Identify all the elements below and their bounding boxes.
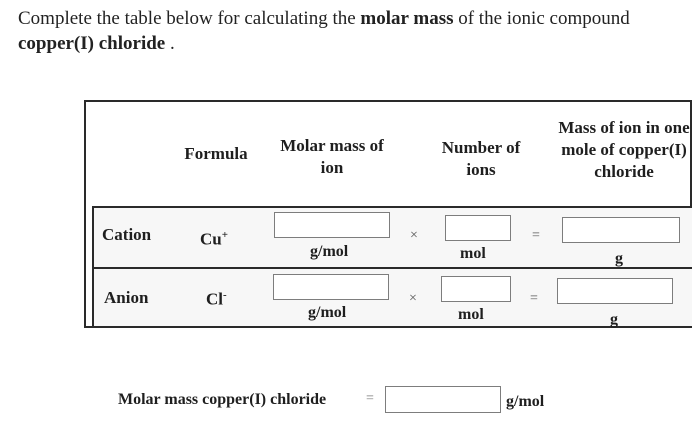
header-formula: Formula xyxy=(184,144,248,163)
cation-mass-input[interactable] xyxy=(562,217,680,243)
prompt-text-1: Complete the table below for calculating the xyxy=(18,8,361,29)
formula-cation xyxy=(200,229,228,250)
formula-cation-charge: + xyxy=(221,229,229,241)
prompt-bold-molar-mass: molar mass xyxy=(360,8,454,29)
anion-mass-input[interactable] xyxy=(557,278,673,304)
cation-molar-mass-input[interactable] xyxy=(274,212,390,238)
header-number-of-ions: Number of ions xyxy=(441,138,521,179)
anion-molar-mass-input[interactable] xyxy=(273,274,389,300)
header-mass-of-ion: Mass of ion in one mole of copper(I) chloride xyxy=(558,118,690,181)
total-molar-mass-unit: g/mol xyxy=(506,393,545,410)
cation-times-sign: × xyxy=(410,228,418,243)
row-label-anion: Anion xyxy=(104,288,149,307)
total-molar-mass-label: Molar mass copper(I) chloride xyxy=(118,391,327,408)
cation-molar-mass-unit: g/mol xyxy=(310,243,349,260)
cation-number-input[interactable] xyxy=(445,215,511,241)
header-divider xyxy=(92,206,692,208)
prompt-text-3: . xyxy=(165,33,175,54)
formula-anion-charge: - xyxy=(223,289,227,301)
formula-anion xyxy=(206,289,227,310)
cation-number-unit: mol xyxy=(460,245,486,262)
prompt-bold-compound: copper(I) chloride xyxy=(18,33,166,54)
anion-times-sign: × xyxy=(409,291,417,306)
question-prompt xyxy=(18,6,678,56)
anion-mass-unit: g xyxy=(610,311,618,328)
formula-cation-base: Cu xyxy=(200,229,222,249)
label-column-divider xyxy=(92,206,94,328)
anion-molar-mass-unit: g/mol xyxy=(308,304,347,321)
header-molar-mass: Molar mass of ion xyxy=(280,136,384,177)
anion-number-unit: mol xyxy=(458,306,484,323)
formula-anion-base: Cl xyxy=(206,289,223,309)
cation-mass-unit: g xyxy=(615,250,623,267)
cation-equals-sign: = xyxy=(532,228,540,243)
total-molar-mass-input[interactable] xyxy=(385,386,501,413)
row-divider xyxy=(92,267,692,269)
anion-equals-sign: = xyxy=(530,291,538,306)
prompt-text-2: of the ionic compound xyxy=(453,8,630,29)
total-equals-sign: = xyxy=(366,391,374,406)
anion-number-input[interactable] xyxy=(441,276,511,302)
row-label-cation: Cation xyxy=(102,225,152,244)
